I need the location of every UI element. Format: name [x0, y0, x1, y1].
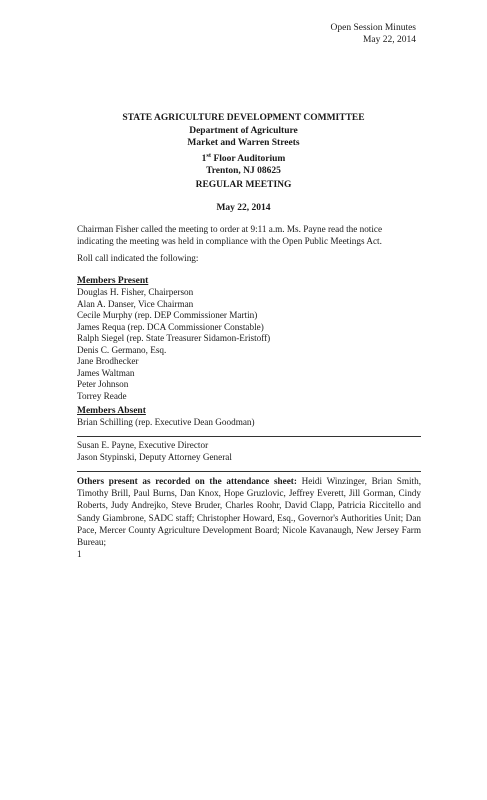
- list-item: Brian Schilling (rep. Executive Dean Goodman): [77, 417, 255, 427]
- meeting-type: REGULAR MEETING: [195, 180, 292, 190]
- header-title: Open Session Minutes: [330, 23, 416, 33]
- list-item: Jane Brodhecker: [77, 356, 139, 366]
- members-absent-list: [77, 417, 255, 429]
- list-item: Ralph Siegel (rep. State Treasurer Sidamon-Eristoff): [77, 333, 271, 343]
- others-present-paragraph: [77, 475, 421, 548]
- list-item: Cecile Murphy (rep. DEP Commissioner Martin): [77, 310, 258, 320]
- list-item: Susan E. Payne, Executive Director: [77, 440, 209, 450]
- committee-name: STATE AGRICULTURE DEVELOPMENT COMMITTEE: [122, 113, 365, 123]
- department-name: Department of Agriculture: [189, 125, 298, 136]
- others-present-names: Heidi Winzinger, Brian Smith, Timothy Brill, Paul Burns, Dan Knox, Hope Gruzlovic, Jeffrey Everett, Jill Gorman, Cindy Roberts, Judy Andrejko, Steve Bruder, Charles Roohr, David Clapp, Patricia Riccitello and Sandy Giambrone, SADC staff; Christopher Howard, Esq., Governor's Authorities Unit; Dan Pace, Mercer County Agriculture Development Board; Nicole Kavanaugh, New Jersey Farm Bureau;: [77, 476, 421, 548]
- divider: [77, 471, 421, 472]
- floor-ordinal: st: [206, 151, 212, 159]
- staff-list: [77, 440, 232, 463]
- list-item: Douglas H. Fisher, Chairperson: [77, 287, 194, 297]
- floor-number: 1: [201, 153, 207, 164]
- list-item: Peter Johnson: [77, 379, 129, 389]
- floor-label: Floor Auditorium: [211, 153, 286, 164]
- meeting-date: May 22, 2014: [216, 203, 271, 213]
- others-present-label: Others present as recorded on the attendance sheet:: [77, 476, 297, 486]
- members-absent-heading: Members Absent: [77, 406, 146, 416]
- header-date: May 22, 2014: [362, 35, 416, 45]
- page-number: 1: [77, 549, 82, 559]
- roll-call-text: Roll call indicated the following:: [77, 253, 199, 263]
- city-state-zip: Trenton, NJ 08625: [206, 166, 281, 177]
- list-item: Alan A. Danser, Vice Chairman: [77, 298, 194, 309]
- document-title-block: [0, 112, 487, 178]
- list-item: Jason Stypinski, Deputy Attorney General: [77, 451, 232, 462]
- intro-paragraph: Chairman Fisher called the meeting to order at 9:11 a.m. Ms. Payne read the notice indicating the meeting was held in compliance with the Open Public Meetings Act.: [77, 224, 383, 246]
- list-item: James Requa (rep. DCA Commissioner Constable): [77, 321, 264, 332]
- list-item: James Waltman: [77, 367, 135, 378]
- running-header: [331, 22, 417, 46]
- divider: [77, 436, 421, 437]
- list-item: Denis C. Germano, Esq.: [77, 344, 167, 355]
- members-present-list: [77, 287, 270, 402]
- list-item: Torrey Reade: [77, 390, 127, 401]
- street-address: Market and Warren Streets: [187, 138, 300, 148]
- members-present-heading: Members Present: [77, 276, 149, 286]
- floor-location: [0, 150, 487, 166]
